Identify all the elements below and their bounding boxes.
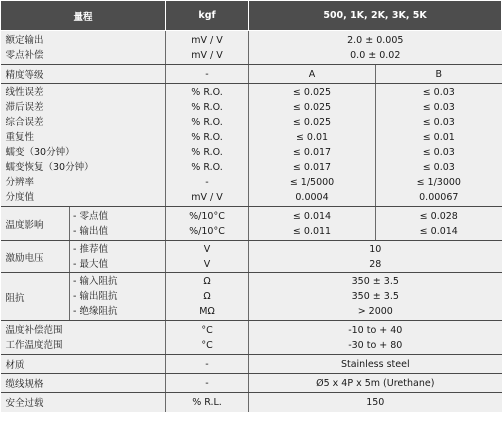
unit: % R.O. [191, 102, 223, 113]
class-a-value: ≤ 0.011 [292, 225, 332, 237]
header-unit: kgf [166, 1, 249, 31]
class-a-value: ≤ 0.017 [292, 162, 332, 173]
sub-label: - 零点值 [73, 210, 108, 222]
row-material [1, 355, 502, 374]
unit: %/10°C [189, 225, 225, 237]
value: 0.0 ± 0.02 [350, 49, 401, 61]
unit: V [203, 258, 211, 270]
unit: Ω [203, 276, 211, 287]
unit: °C [201, 324, 213, 336]
unit: V [203, 243, 211, 255]
label-nonlinearity: 线性误差 [5, 87, 44, 98]
value: 350 ± 3.5 [351, 291, 399, 302]
label-temperature-effect: 温度影响 [1, 207, 70, 241]
row-excitation [1, 241, 502, 273]
unit: - [205, 177, 209, 188]
class-a-value: ≤ 0.025 [292, 102, 332, 113]
unit: mV / V [191, 192, 223, 203]
label-compensated-range: 温度补偿范围 [5, 324, 63, 336]
unit: %/10°C [189, 210, 225, 222]
value: Ø5 x 4P x 5m (Urethane) [249, 374, 502, 393]
unit: % R.O. [191, 162, 223, 173]
unit: - [166, 65, 249, 84]
row-errors [1, 84, 502, 207]
row-output [1, 31, 502, 65]
class-b-value: 0.00067 [419, 192, 459, 203]
class-b-value: ≤ 0.03 [422, 87, 455, 98]
class-b-value: ≤ 0.028 [419, 210, 458, 222]
row-impedance [1, 273, 502, 321]
value: 350 ± 3.5 [351, 276, 399, 287]
class-b-value: ≤ 1/3000 [416, 177, 461, 188]
label-safe-overload: 安全过载 [1, 393, 166, 412]
label-creep-recovery: 蠕变恢复（30分钟） [5, 162, 94, 173]
class-a-value: ≤ 0.014 [292, 210, 332, 222]
unit: mV / V [191, 49, 223, 61]
unit: MΩ [199, 306, 215, 317]
class-b-value: ≤ 0.014 [419, 225, 458, 237]
label-division: 分度值 [5, 192, 35, 203]
unit: % R.O. [191, 117, 223, 128]
sub-label: - 推荐值 [73, 243, 108, 255]
label-impedance: 阻抗 [1, 273, 70, 321]
row-temperature-effect [1, 207, 502, 241]
class-a-value: ≤ 0.017 [292, 147, 332, 158]
class-b-value: ≤ 0.03 [422, 117, 455, 128]
unit: % R.O. [191, 87, 223, 98]
unit: - [166, 374, 249, 393]
row-accuracy-class [1, 65, 502, 84]
header-row [1, 1, 502, 31]
sub-label: - 绝缘阻抗 [73, 306, 118, 317]
header-param: 量程 [1, 1, 166, 31]
label-zero-balance: 零点补偿 [5, 49, 44, 61]
value: 10 [369, 243, 382, 255]
value: -10 to + 40 [348, 324, 403, 336]
label-accuracy-class: 精度等级 [1, 65, 166, 84]
label-rated-output: 额定输出 [5, 34, 44, 46]
class-b-value: ≤ 0.03 [422, 147, 455, 158]
label-excitation: 激励电压 [1, 241, 70, 273]
value: Stainless steel [249, 355, 502, 374]
class-b-value: ≤ 0.03 [422, 102, 455, 113]
class-a-value: ≤ 0.025 [292, 87, 332, 98]
row-safe-overload [1, 393, 502, 412]
sub-label: - 输入阻抗 [73, 276, 118, 287]
class-a-value: ≤ 1/5000 [289, 177, 335, 188]
unit: °C [201, 339, 213, 351]
label-creep: 蠕变（30分钟） [5, 147, 75, 158]
value: 2.0 ± 0.005 [347, 34, 404, 46]
sub-label: - 最大值 [73, 258, 108, 270]
class-b-value: ≤ 0.01 [422, 132, 455, 143]
row-temperature-range [1, 321, 502, 355]
unit: Ω [203, 291, 211, 302]
value: > 2000 [357, 306, 393, 317]
unit: % R.O. [191, 147, 223, 158]
sub-label: - 输出阻抗 [73, 291, 118, 302]
value: 28 [369, 258, 382, 270]
class-b: B [376, 65, 502, 84]
class-a-value: 0.0004 [295, 192, 329, 203]
row-cable [1, 374, 502, 393]
unit: mV / V [191, 34, 223, 46]
header-ranges: 500, 1K, 2K, 3K, 5K [249, 1, 502, 31]
value: -30 to + 80 [348, 339, 403, 351]
sub-label: - 输出值 [73, 225, 108, 237]
label-repeatability: 重复性 [5, 132, 35, 143]
class-a-value: ≤ 0.025 [292, 117, 332, 128]
unit: % R.O. [191, 132, 223, 143]
class-a: A [249, 65, 376, 84]
label-operating-range: 工作温度范围 [5, 339, 63, 351]
label-material: 材质 [1, 355, 166, 374]
class-b-value: ≤ 0.03 [422, 162, 455, 173]
class-a-value: ≤ 0.01 [295, 132, 329, 143]
label-hysteresis: 滞后误差 [5, 102, 44, 113]
label-resolution: 分辨率 [5, 177, 35, 188]
unit: % R.L. [166, 393, 249, 412]
label-combined-error: 综合误差 [5, 117, 44, 128]
label-cable: 缆线规格 [1, 374, 166, 393]
unit: - [166, 355, 249, 374]
value: 150 [249, 393, 502, 412]
